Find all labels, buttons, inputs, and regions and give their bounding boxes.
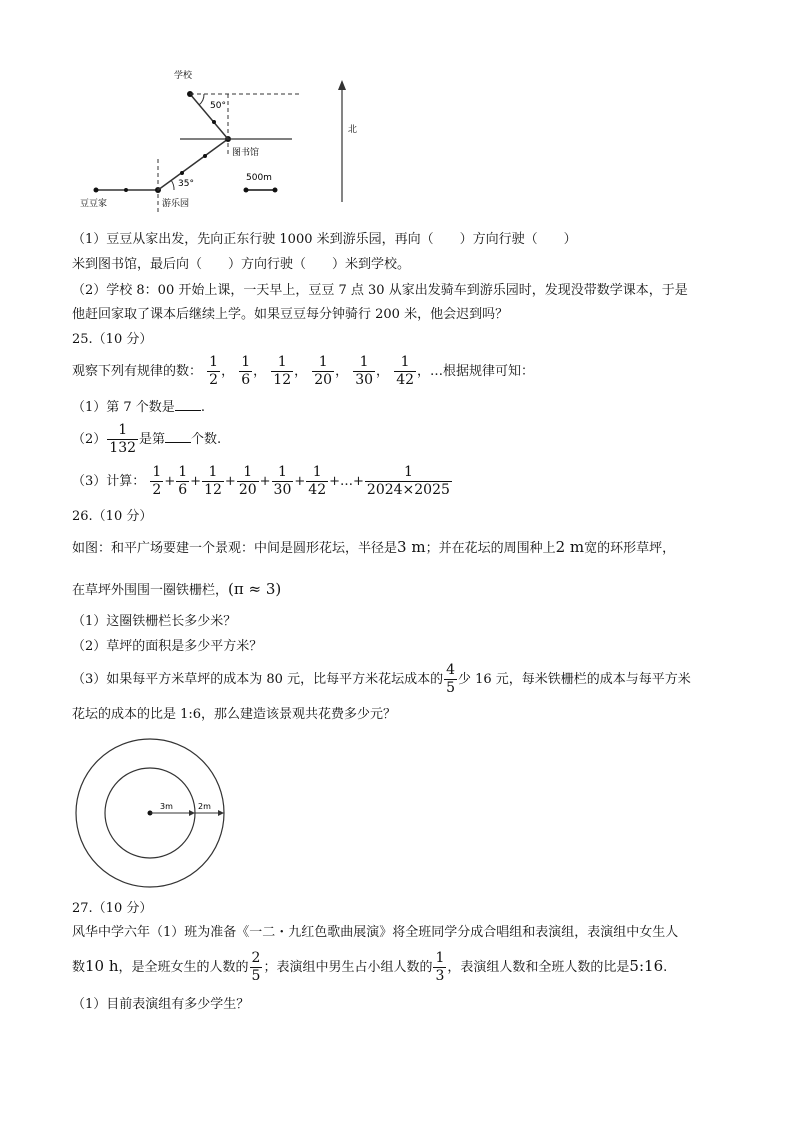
q25-intro-text: 观察下列有规律的数：	[72, 364, 203, 379]
scale-label: 500m	[246, 173, 272, 183]
q27-line1: 风华中学六年（1）班为准备《一二・九红色歌曲展演》将全班同学分成合唱组和表演组，表演组中女生人	[72, 925, 679, 940]
fraction: $\frac{1}{20}$	[314, 354, 333, 388]
fraction: $\frac{1}{3}$	[435, 950, 445, 984]
school-label: 学校	[174, 71, 193, 81]
q24-part1-line2: 米到图书馆，最后向（ ）方向行驶（ ）米到学校。	[72, 257, 411, 272]
fraction: $\frac{1}{132}$	[109, 422, 137, 456]
q26-intro-line1: 如图：和平广场要建一个景观：中间是圆形花坛，半径是3 m；并在花坛的周围种上2 m宽的环形草坪，	[72, 538, 676, 556]
north-label: 北	[348, 125, 358, 135]
lawn-width-value: 2 m	[555, 538, 585, 556]
q26-part3-line1: （3）如果每平方米草坪的成本为 80 元，比每平方米花坛成本的 $\frac{4}{5}$ 少 16 元，每米铁栅栏的成本与每平方米	[72, 662, 691, 696]
fraction: $\frac{1}{30}$	[355, 354, 374, 388]
fraction: $\frac{1}{2024\times 2025}$	[366, 464, 450, 498]
q24-part2-line2: 他赶回家取了课本后继续上学。如果豆豆每分钟骑行 200 米，他会迟到吗？	[72, 307, 509, 322]
fraction: $\frac{1}{12}$	[273, 354, 292, 388]
fraction: $\frac{1}{2}$	[152, 464, 162, 498]
park-label: 游乐园	[162, 199, 190, 209]
q25-intro-end: ，…根据规律可知：	[417, 364, 535, 379]
girls-count: 10 h	[85, 957, 119, 975]
angle-50-label: 50°	[210, 101, 226, 111]
fraction: $\frac{4}{5}$	[446, 662, 455, 696]
q25-part1: （1）第 7 个数是 .	[72, 400, 205, 415]
fraction: $\frac{1}{2}$	[209, 354, 219, 388]
q25-intro: 观察下列有规律的数： $\frac{1}{2}$ ， $\frac{1}{6}$ ， $\frac{1}{12}$ ， $\frac{1}{20}$ ， $\frac{1}{30}$ ， $\frac{1}{42}$ ，…根据规律可知：	[72, 354, 535, 388]
q26-header: 26.（10 分）	[72, 509, 153, 524]
q25-part3: （3）计算： $\frac{1}{2}$ + $\frac{1}{6}$ + $\frac{1}{12}$ + $\frac{1}{20}$ + $\frac{1}{30}$ + $\frac{1}{42}$ +…+ $\frac{1}{2024\times 2025}$	[72, 464, 450, 498]
circle-figure	[70, 734, 240, 894]
radius-value: 3 m	[397, 538, 426, 556]
fraction: $\frac{1}{12}$	[204, 464, 222, 498]
q24-part2-line1: （2）学校 8：00 开始上课，一天早上，豆豆 7 点 30 从家出发骑车到游乐园时，发现没带数学课本，于是	[72, 283, 688, 298]
q27-line2: 数10 h，是全班女生的人数的 $\frac{2}{5}$ ；表演组中男生占小组人数的 $\frac{1}{3}$ ，表演组人数和全班人数的比是5:16.	[72, 950, 668, 984]
q27-part1: （1）目前表演组有多少学生？	[72, 997, 250, 1012]
fraction: $\frac{1}{30}$	[273, 464, 292, 498]
q26-part1: （1）这圈铁栅栏长多少米？	[72, 614, 237, 629]
fraction: $\frac{2}{5}$	[251, 950, 261, 984]
fraction: $\frac{1}{6}$	[241, 354, 251, 388]
angle-35-label: 35°	[178, 179, 194, 189]
q26-part3-line2: 花坛的成本的比是 1:6，那么建造该景观共花费多少元？	[72, 707, 397, 722]
label-2m: 2m	[198, 802, 211, 811]
q24-part1-line1: （1）豆豆从家出发，先向正东行驶 1000 米到游乐园，再向（ ）方向行驶（ ）	[72, 232, 577, 247]
q26-part2: （2）草坪的面积是多少平方米？	[72, 639, 263, 654]
label-3m: 3m	[160, 802, 173, 811]
fraction: $\frac{1}{6}$	[178, 464, 188, 498]
q25-part2: （2） $\frac{1}{132}$ 是第 个数.	[72, 422, 222, 456]
fraction: $\frac{1}{42}$	[396, 354, 415, 388]
home-label: 豆豆家	[80, 199, 108, 209]
map-figure	[70, 64, 370, 214]
fraction: $\frac{1}{42}$	[308, 464, 327, 498]
pi-approx: (π ≈ 3)	[228, 580, 282, 598]
q26-intro-line2: 在草坪外围围一圈铁栅栏，(π ≈ 3)	[72, 580, 282, 598]
ratio-value: 5:16	[629, 957, 664, 975]
fraction: $\frac{1}{20}$	[238, 464, 257, 498]
q25-header: 25.（10 分）	[72, 332, 153, 347]
library-label: 图书馆	[232, 148, 260, 158]
answer-blank[interactable]	[175, 398, 201, 411]
q27-header: 27.（10 分）	[72, 901, 153, 916]
answer-blank[interactable]	[165, 430, 191, 443]
